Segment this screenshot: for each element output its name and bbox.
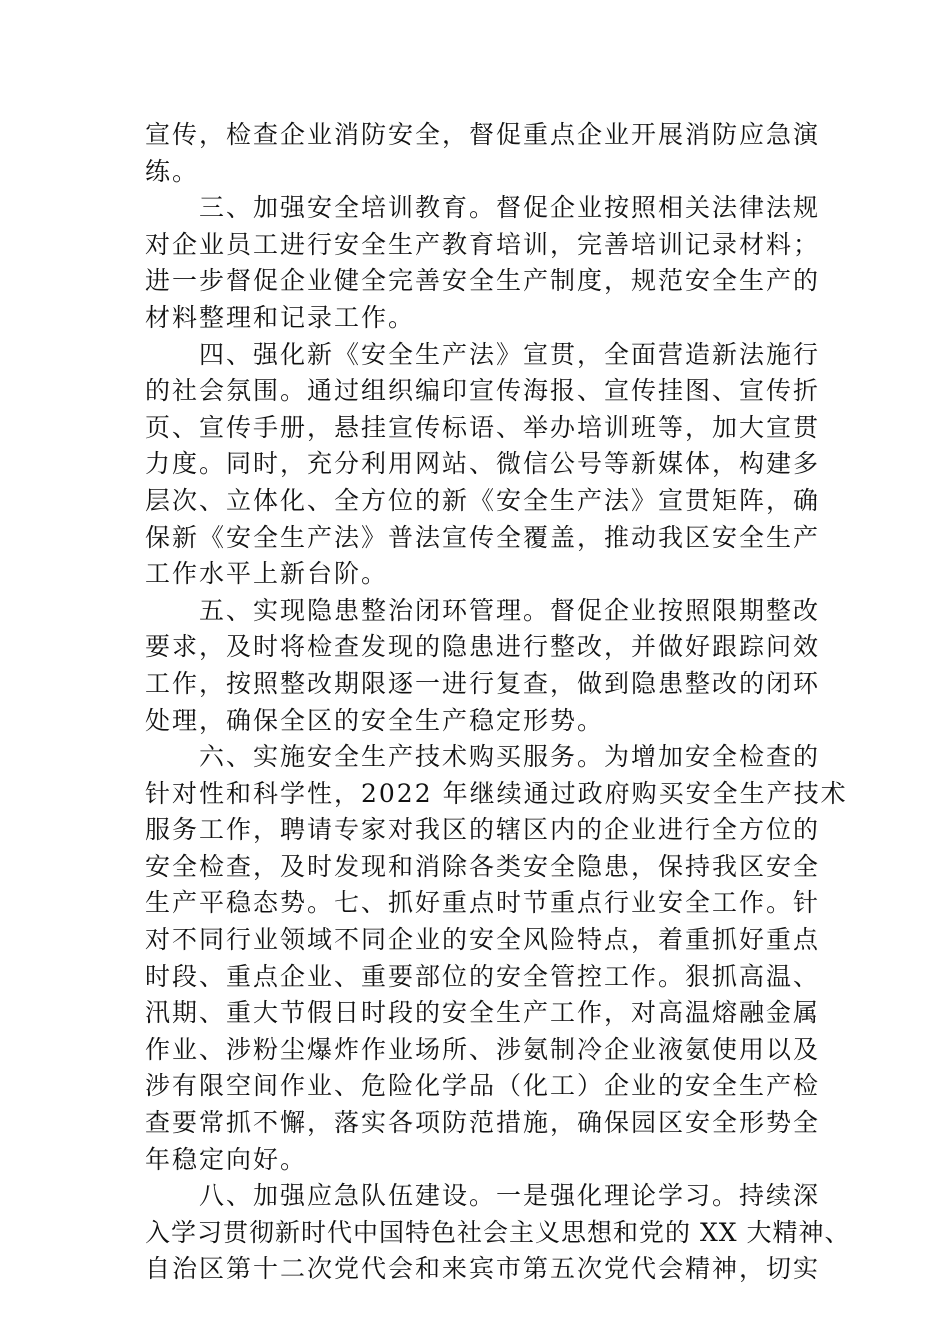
paragraph-8-emergency-team — [145, 1178, 851, 1288]
text-line: 涉有限空间作业、危险化学品（化工）企业的安全生产检 — [145, 1071, 821, 1101]
text-line: 材料整理和记录工作。 — [145, 302, 416, 332]
document-body — [145, 117, 851, 1288]
text-line: 入学习贯彻新时代中国特色社会主义思想和党的 XX 大精神、 — [145, 1217, 851, 1247]
text-line: 服务工作，聘请专家对我区的辖区内的企业进行全方位的 — [145, 815, 821, 845]
paragraph-fire-safety-continuation — [145, 117, 821, 190]
text-line: 五、实现隐患整治闭环管理。督促企业按照限期整改 — [199, 595, 821, 625]
text-line: 作业、涉粉尘爆炸作业场所、涉氨制冷企业液氨使用以及 — [145, 1034, 821, 1064]
text-line: 时段、重点企业、重要部位的安全管控工作。狠抓高温、 — [145, 961, 821, 991]
text-line: 层次、立体化、全方位的新《安全生产法》宣贯矩阵，确 — [145, 485, 821, 515]
paragraph-4-safety-law-promotion — [145, 337, 821, 593]
text-line: 生产平稳态势。七、抓好重点时节重点行业安全工作。针 — [145, 888, 821, 918]
text-line: 年稳定向好。 — [145, 1144, 308, 1174]
text-line: 进一步督促企业健全完善安全生产制度，规范安全生产的 — [145, 266, 821, 296]
text-line: 六、实施安全生产技术购买服务。为增加安全检查的 — [199, 742, 821, 772]
text-line: 力度。同时，充分利用网站、微信公号等新媒体，构建多 — [145, 449, 821, 479]
text-line: 工作水平上新台阶。 — [145, 559, 389, 589]
text-line: 汛期、重大节假日时段的安全生产工作，对高温熔融金属 — [145, 998, 821, 1028]
text-line: 查要常抓不懈，落实各项防范措施，确保园区安全形势全 — [145, 1108, 821, 1138]
text-line: 四、强化新《安全生产法》宣贯，全面营造新法施行 — [199, 339, 821, 369]
text-line: 针对性和科学性，2022 年继续通过政府购买安全生产技术 — [145, 778, 848, 808]
text-line: 对企业员工进行安全生产教育培训，完善培训记录材料； — [145, 229, 821, 259]
text-line: 对不同行业领域不同企业的安全风险特点，着重抓好重点 — [145, 925, 821, 955]
text-line: 保新《安全生产法》普法宣传全覆盖，推动我区安全生产 — [145, 522, 821, 552]
paragraph-5-hazard-rectification — [145, 593, 821, 739]
text-line: 自治区第十二次党代会和来宾市第五次党代会精神，切实 — [145, 1254, 821, 1284]
text-line: 的社会氛围。通过组织编印宣传海报、宣传挂图、宣传折 — [145, 376, 821, 406]
text-line: 要求，及时将检查发现的隐患进行整改，并做好跟踪问效 — [145, 632, 821, 662]
paragraph-3-safety-training — [145, 190, 821, 336]
text-line: 工作，按照整改期限逐一进行复查，做到隐患整改的闭环 — [145, 668, 821, 698]
text-line: 练。 — [145, 156, 200, 186]
text-line: 宣传，检查企业消防安全，督促重点企业开展消防应急演 — [145, 120, 821, 149]
paragraph-6-technical-services — [145, 739, 848, 1178]
text-line: 页、宣传手册，悬挂宣传标语、举办培训班等，加大宣贯 — [145, 412, 821, 442]
text-line: 安全检查，及时发现和消除各类安全隐患，保持我区安全 — [145, 851, 821, 881]
text-line: 处理，确保全区的安全生产稳定形势。 — [145, 705, 605, 735]
text-line: 八、加强应急队伍建设。一是强化理论学习。持续深 — [199, 1181, 821, 1211]
text-line: 三、加强安全培训教育。督促企业按照相关法律法规 — [199, 193, 821, 223]
